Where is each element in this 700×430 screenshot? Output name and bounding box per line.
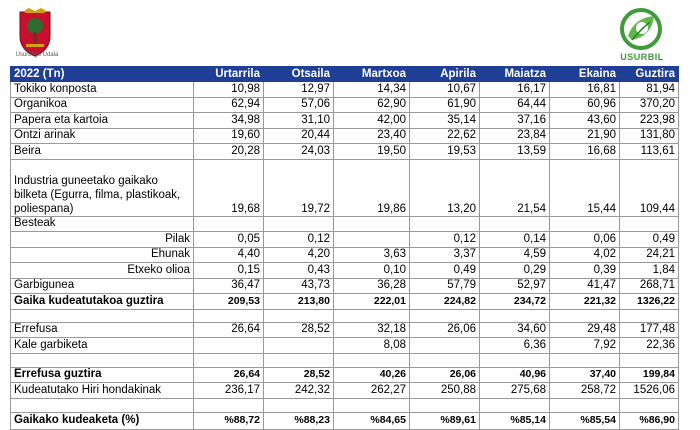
table-cell: 19,60	[194, 128, 264, 144]
table-cell: 131,80	[620, 128, 679, 144]
row-label: Errefusa guztira	[11, 367, 194, 383]
table-cell: 22,62	[410, 128, 480, 144]
table-cell: 10,67	[410, 82, 480, 98]
table-cell: 23,84	[480, 128, 550, 144]
subtotal-row	[11, 294, 679, 310]
table-cell: 19,72	[264, 159, 334, 216]
table-row	[11, 216, 679, 232]
table-cell: 0,49	[410, 263, 480, 279]
table-cell: 52,97	[480, 278, 550, 294]
table-row	[11, 247, 679, 263]
table-cell: 0,12	[410, 232, 480, 248]
header-month-cell: Otsaila	[264, 67, 334, 82]
table-cell: 26,06	[410, 367, 480, 383]
table-cell: 113,61	[620, 144, 679, 160]
header-month-cell: Urtarrila	[194, 67, 264, 82]
table-cell: 43,60	[550, 113, 620, 129]
row-label: Beira	[11, 144, 194, 160]
table-cell: 199,84	[620, 367, 679, 383]
table-cell	[334, 232, 410, 248]
table-cell: 236,17	[194, 383, 264, 399]
table-cell: 57,79	[410, 278, 480, 294]
table-cell: 22,36	[620, 338, 679, 354]
table-cell: 40,26	[334, 367, 410, 383]
row-label: Ontzi arinak	[11, 128, 194, 144]
table-cell: 250,88	[410, 383, 480, 399]
table-cell: 62,90	[334, 97, 410, 113]
table-cell: 221,32	[550, 294, 620, 310]
table-cell: 37,16	[480, 113, 550, 129]
table-cell: 14,34	[334, 82, 410, 98]
table-row	[11, 383, 679, 399]
table-cell: 36,28	[334, 278, 410, 294]
header-month-cell: Maiatza	[480, 67, 550, 82]
header-month-cell: Martxoa	[334, 67, 410, 82]
row-label: Organikoa	[11, 97, 194, 113]
subtotal-row	[11, 367, 679, 383]
table-cell	[410, 338, 480, 354]
table-cell: 35,14	[410, 113, 480, 129]
table-cell	[620, 216, 679, 232]
header-month-cell: Ekaina	[550, 67, 620, 82]
table-cell: 60,96	[550, 97, 620, 113]
table-cell: 62,94	[194, 97, 264, 113]
table-cell	[194, 216, 264, 232]
row-label: Pilak	[11, 232, 194, 248]
table-cell: 0,49	[620, 232, 679, 248]
row-label: Papera eta kartoia	[11, 113, 194, 129]
table-cell	[194, 338, 264, 354]
table-cell: 13,59	[480, 144, 550, 160]
table-row	[11, 322, 679, 338]
row-label: Garbigunea	[11, 278, 194, 294]
table-cell: 234,72	[480, 294, 550, 310]
spacer-row	[11, 309, 679, 322]
table-cell: 0,43	[264, 263, 334, 279]
table-cell: 64,44	[480, 97, 550, 113]
table-cell: %84,65	[334, 412, 410, 429]
table-cell: 3,37	[410, 247, 480, 263]
table-cell: 26,06	[410, 322, 480, 338]
table-cell: %86,90	[620, 412, 679, 429]
table-cell: 1526,06	[620, 383, 679, 399]
table-cell: 258,72	[550, 383, 620, 399]
table-cell: 0,15	[194, 263, 264, 279]
table-cell: %85,54	[550, 412, 620, 429]
percentage-row	[11, 412, 679, 429]
table-row	[11, 97, 679, 113]
table-cell: 31,10	[264, 113, 334, 129]
usurbil-caption: USURBIL	[620, 52, 664, 62]
table-cell: 0,29	[480, 263, 550, 279]
table-cell: 16,81	[550, 82, 620, 98]
table-cell: 275,68	[480, 383, 550, 399]
table-cell: 0,39	[550, 263, 620, 279]
table-cell: 81,94	[620, 82, 679, 98]
table-cell: 40,96	[480, 367, 550, 383]
table-cell: 29,48	[550, 322, 620, 338]
table-cell: 177,48	[620, 322, 679, 338]
row-label: Tokiko konposta	[11, 82, 194, 98]
table-cell: 24,03	[264, 144, 334, 160]
table-cell: %89,61	[410, 412, 480, 429]
spacer-row	[11, 398, 679, 412]
table-cell: 34,98	[194, 113, 264, 129]
row-label: Gaikako kudeaketa (%)	[11, 412, 194, 429]
row-label: Industria guneetako gaikako bilketa (Egurra, filma, plastikoak, poliespana)	[11, 159, 194, 216]
table-row	[11, 263, 679, 279]
table-cell: 3,63	[334, 247, 410, 263]
table-cell: 223,98	[620, 113, 679, 129]
table-cell: 0,14	[480, 232, 550, 248]
table-cell: 32,18	[334, 322, 410, 338]
table-row	[11, 128, 679, 144]
table-row	[11, 113, 679, 129]
table-cell: 242,32	[264, 383, 334, 399]
table-cell	[264, 216, 334, 232]
table-cell: 262,27	[334, 383, 410, 399]
table-cell: 21,90	[550, 128, 620, 144]
table-cell: 36,47	[194, 278, 264, 294]
row-label: Errefusa	[11, 322, 194, 338]
table-cell: 28,52	[264, 322, 334, 338]
row-label: Gaika kudeatutakoa guztira	[11, 294, 194, 310]
table-cell: 0,06	[550, 232, 620, 248]
header-year-cell: 2022 (Tn)	[11, 67, 194, 82]
table-cell: 26,64	[194, 367, 264, 383]
table-cell: 7,92	[550, 338, 620, 354]
table-row	[11, 278, 679, 294]
table-cell: 12,97	[264, 82, 334, 98]
table-cell	[334, 216, 410, 232]
table-cell: 42,00	[334, 113, 410, 129]
table-cell: 1326,22	[620, 294, 679, 310]
table-cell: 61,90	[410, 97, 480, 113]
table-cell: 23,40	[334, 128, 410, 144]
table-cell: 213,80	[264, 294, 334, 310]
row-label: Kudeatutako Hiri hondakinak	[11, 383, 194, 399]
table-row	[11, 338, 679, 354]
table-cell: 0,10	[334, 263, 410, 279]
header-month-cell: Apirila	[410, 67, 480, 82]
table-cell: 19,53	[410, 144, 480, 160]
table-cell: 0,12	[264, 232, 334, 248]
row-label: Etxeko olioa	[11, 263, 194, 279]
table-cell: 268,71	[620, 278, 679, 294]
table-cell: 224,82	[410, 294, 480, 310]
waste-data-table	[10, 66, 679, 430]
table-cell: 28,52	[264, 367, 334, 383]
table-cell: 222,01	[334, 294, 410, 310]
table-cell: 109,44	[620, 159, 679, 216]
table-cell: 370,20	[620, 97, 679, 113]
table-cell: 4,40	[194, 247, 264, 263]
table-cell: 16,17	[480, 82, 550, 98]
table-cell: 13,20	[410, 159, 480, 216]
table-cell: 19,86	[334, 159, 410, 216]
table-cell: 26,64	[194, 322, 264, 338]
table-cell: %88,23	[264, 412, 334, 429]
table-cell: 43,73	[264, 278, 334, 294]
table-row	[11, 232, 679, 248]
table-cell: 15,44	[550, 159, 620, 216]
table-cell: 8,08	[334, 338, 410, 354]
table-cell: 4,02	[550, 247, 620, 263]
table-cell: 19,68	[194, 159, 264, 216]
table-cell: 4,20	[264, 247, 334, 263]
table-row	[11, 82, 679, 98]
table-cell: %85,14	[480, 412, 550, 429]
table-cell: 41,47	[550, 278, 620, 294]
table-cell	[410, 216, 480, 232]
table-cell: %88,72	[194, 412, 264, 429]
table-cell: 4,59	[480, 247, 550, 263]
leaf-circle-icon	[618, 6, 664, 52]
table-cell: 20,44	[264, 128, 334, 144]
table-cell: 6,36	[480, 338, 550, 354]
row-label: Besteak	[11, 216, 194, 232]
table-cell: 10,98	[194, 82, 264, 98]
table-cell: 57,06	[264, 97, 334, 113]
table-header-row	[11, 67, 679, 82]
table-cell: 16,68	[550, 144, 620, 160]
row-label: Ehunak	[11, 247, 194, 263]
header-total-cell: Guztira	[620, 67, 679, 82]
table-cell: 1,84	[620, 263, 679, 279]
table-cell: 20,28	[194, 144, 264, 160]
table-cell	[550, 216, 620, 232]
table-cell: 209,53	[194, 294, 264, 310]
table-cell	[480, 216, 550, 232]
row-label: Kale garbiketa	[11, 338, 194, 354]
table-cell: 0,05	[194, 232, 264, 248]
table-cell: 21,54	[480, 159, 550, 216]
table-cell: 24,21	[620, 247, 679, 263]
table-row	[11, 159, 679, 216]
table-cell: 19,50	[334, 144, 410, 160]
table-cell: 37,40	[550, 367, 620, 383]
municipality-caption: Usurbilgo Udala	[15, 52, 59, 58]
spacer-row	[11, 353, 679, 367]
table-cell: 34,60	[480, 322, 550, 338]
table-cell	[264, 338, 334, 354]
table-row	[11, 144, 679, 160]
